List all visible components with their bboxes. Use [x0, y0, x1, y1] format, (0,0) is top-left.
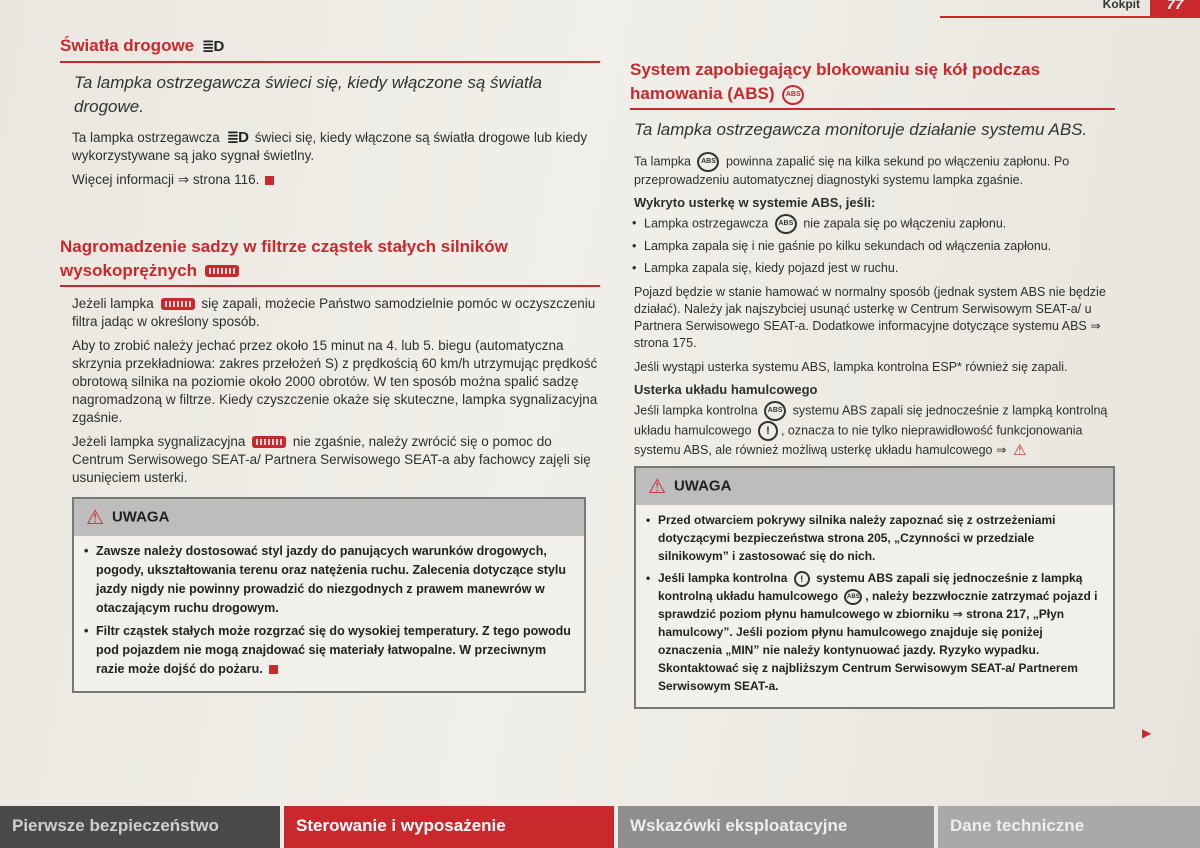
high-beam-icon: ≣D [226, 128, 248, 146]
right-column [630, 58, 1115, 709]
high-beam-reference: Więcej informacji ⇒ strona 116. [72, 171, 600, 189]
warning-triangle-icon: ⚠ [1012, 441, 1027, 459]
abs-lead: Ta lampka ostrzegawcza monitoruje działanie systemu ABS. [634, 120, 1088, 139]
abs-icon: ABS [782, 85, 804, 105]
brake-warning-icon: ! [758, 421, 778, 441]
abs-fault-list [630, 214, 1115, 278]
tab-safety[interactable]: Pierwsze bezpieczeństwo [0, 806, 280, 848]
warning-item: • Jeśli lampka kontrolna ! systemu ABS zapali się jednocześnie z lampką kontrolną układu hamulcowego ABS , należy bezzwłocznie zatrzymać pojazd i sprawdzić poziom płynu hamulcowego w zbiorniku ⇒ strona 217, „Płyn hamulcowy”. Jeśli poziom płynu hamulcowego znajduje się poniżej oznaczenia „MIN” nie należy kontynuować jazdy. Ryzyko wypadku. Skontaktować się z najbliższym Centrum Serwisowym SEAT-a/ Partnerem Serwisowym SEAT-a. [646, 569, 1103, 695]
warning-box-right [634, 466, 1115, 709]
divider [60, 61, 600, 63]
page-header [940, 0, 1200, 18]
high-beam-icon: ≣D [201, 37, 224, 55]
brake-warning-icon: ! [794, 571, 810, 587]
high-beam-lead: Ta lampka ostrzegawcza świeci się, kiedy włączone są światła drogowe. [74, 72, 543, 116]
list-item: • Lampka zapala się, kiedy pojazd jest w ruchu. [630, 259, 1115, 278]
abs-text-1: Ta lampka ABS powinna zapalić się na kilka sekund po włączeniu zapłonu. Po przeprowadzeniu automatycznej diagnostyki systemu lampka zgaśnie. [634, 152, 1115, 189]
abs-fault-heading: Wykryto usterkę w systemie ABS, jeśli: [634, 195, 876, 210]
abs-text-2: Pojazd będzie w stanie hamować w normalny sposób (jednak system ABS nie będzie działać). Należy jak najszybciej usunąć usterkę w Centrum Serwisowym SEAT-a/ u Partnera Serwisowego SEAT-a. Dodatkowe informacyjne dotyczące systemu ABS ⇒ strona 175. [634, 285, 1106, 350]
warning-header: ⚠ UWAGA [636, 468, 1113, 505]
abs-icon: ABS [764, 401, 786, 421]
dpf-title: Nagromadzenie sadzy w filtrze cząstek stałych silników wysokoprężnych [60, 236, 508, 280]
diesel-particulate-filter-icon [161, 298, 195, 310]
warning-item: • Przed otwarciem pokrywy silnika należy zapoznać się z ostrzeżeniami dotyczącymi bezpieczeństwa strona 205, „Czynności w przedziale silnikowym” i zastosować się do nich. [646, 511, 1103, 565]
brake-heading: Usterka układu hamulcowego [634, 382, 818, 397]
abs-text-3: Jeśli wystąpi usterka systemu ABS, lampka kontrolna ESP* również się zapali. [634, 360, 1068, 374]
tab-controls[interactable]: Sterowanie i wyposażenie [284, 806, 614, 848]
continue-arrow-icon: ▶ [1142, 726, 1152, 740]
dpf-text-2: Aby to zrobić należy jechać przez około 15 minut na 4. lub 5. biegu (automatyczna skrzynia przekładniowa: zakres przełożeń S) z prędkością 60 km/h utrzymując prędkość obrotową silnika na poziomie około 2000 obrotów. W ten sposób można spalić sadzę nagromadzoną w filtrze. Kiedy czyszczenie okaże się skuteczne, lampka sygnalizacyjna zgaśnie. [72, 337, 598, 425]
warning-body [74, 536, 584, 691]
warning-item: • Zawsze należy dostosować styl jazdy do panujących warunków drogowych, pogody, ukształtowania terenu oraz natężenia ruchu. Zalecenia dotyczące stylu jazdy nigdy nie powinny prowadzić do niezgodnych z prawem manewrów w otaczającym ruchu drogowym. [84, 542, 574, 618]
warning-triangle-icon: ⚠ [648, 475, 666, 498]
dpf-text-3: Jeżeli lampka sygnalizacyjna nie zgaśnie, należy zwrócić się o pomoc do Centrum Serwisowego SEAT-a/ Partnera Serwisowego SEAT-a aby fachowcy zajęli się usunięciem usterki. [72, 433, 591, 485]
abs-icon: ABS [844, 589, 862, 605]
abs-icon: ABS [697, 152, 719, 172]
list-item: • Lampka zapala się i nie gaśnie po kilku sekundach od włączenia zapłonu. [630, 237, 1115, 256]
tab-technical-data[interactable]: Dane techniczne [938, 806, 1200, 848]
abs-title: System zapobiegający blokowaniu się kół podczas hamowania (ABS) ABS [630, 60, 1041, 103]
chapter-tabs [0, 806, 1200, 848]
divider [60, 285, 600, 287]
brake-text: Jeśli lampka kontrolna ABS systemu ABS zapali się jednocześnie z lampką kontrolną układu hamulcowego ! , oznacza to nie tylko nieprawidłowość funkcjonowania systemu ABS, ale również możliwą usterkę układu hamulcowego ⇒ ⚠ [634, 401, 1115, 460]
list-item: • Lampka ostrzegawcza ABS nie zapala się po włączeniu zapłonu. [630, 214, 1115, 234]
divider [630, 108, 1115, 110]
warning-body [636, 505, 1113, 707]
chapter-label: Kokpit [1102, 0, 1140, 11]
warning-triangle-icon: ⚠ [86, 506, 104, 529]
warning-header: ⚠ UWAGA [74, 499, 584, 536]
warning-box-left [72, 497, 586, 693]
high-beam-text: Ta lampka ostrzegawcza ≣D świeci się, kiedy włączone są światła drogowe lub kiedy wykorzystywane są jako sygnał świetlny. [72, 128, 588, 163]
tab-operation[interactable]: Wskazówki eksploatacyjne [618, 806, 934, 848]
end-marker [269, 665, 278, 674]
diesel-particulate-filter-icon [252, 436, 286, 448]
dpf-text-1: Jeżeli lampka się zapali, możecie Państwo samodzielnie pomóc w oczyszczeniu filtra jadąc w określony sposób. [72, 295, 596, 329]
page-number: 77 [1150, 0, 1200, 16]
diesel-particulate-filter-icon [205, 265, 239, 277]
high-beam-title: Światła drogowe ≣D [60, 34, 600, 59]
abs-icon: ABS [775, 214, 797, 234]
warning-item: • Filtr cząstek stałych może rozgrzać się do wysokiej temperatury. Z tego powodu pod pojazdem nie mogą znajdować się materiały łatwopalne. W przeciwnym razie może dojść do pożaru. [84, 622, 574, 679]
left-column [60, 34, 600, 693]
end-marker [265, 176, 274, 185]
